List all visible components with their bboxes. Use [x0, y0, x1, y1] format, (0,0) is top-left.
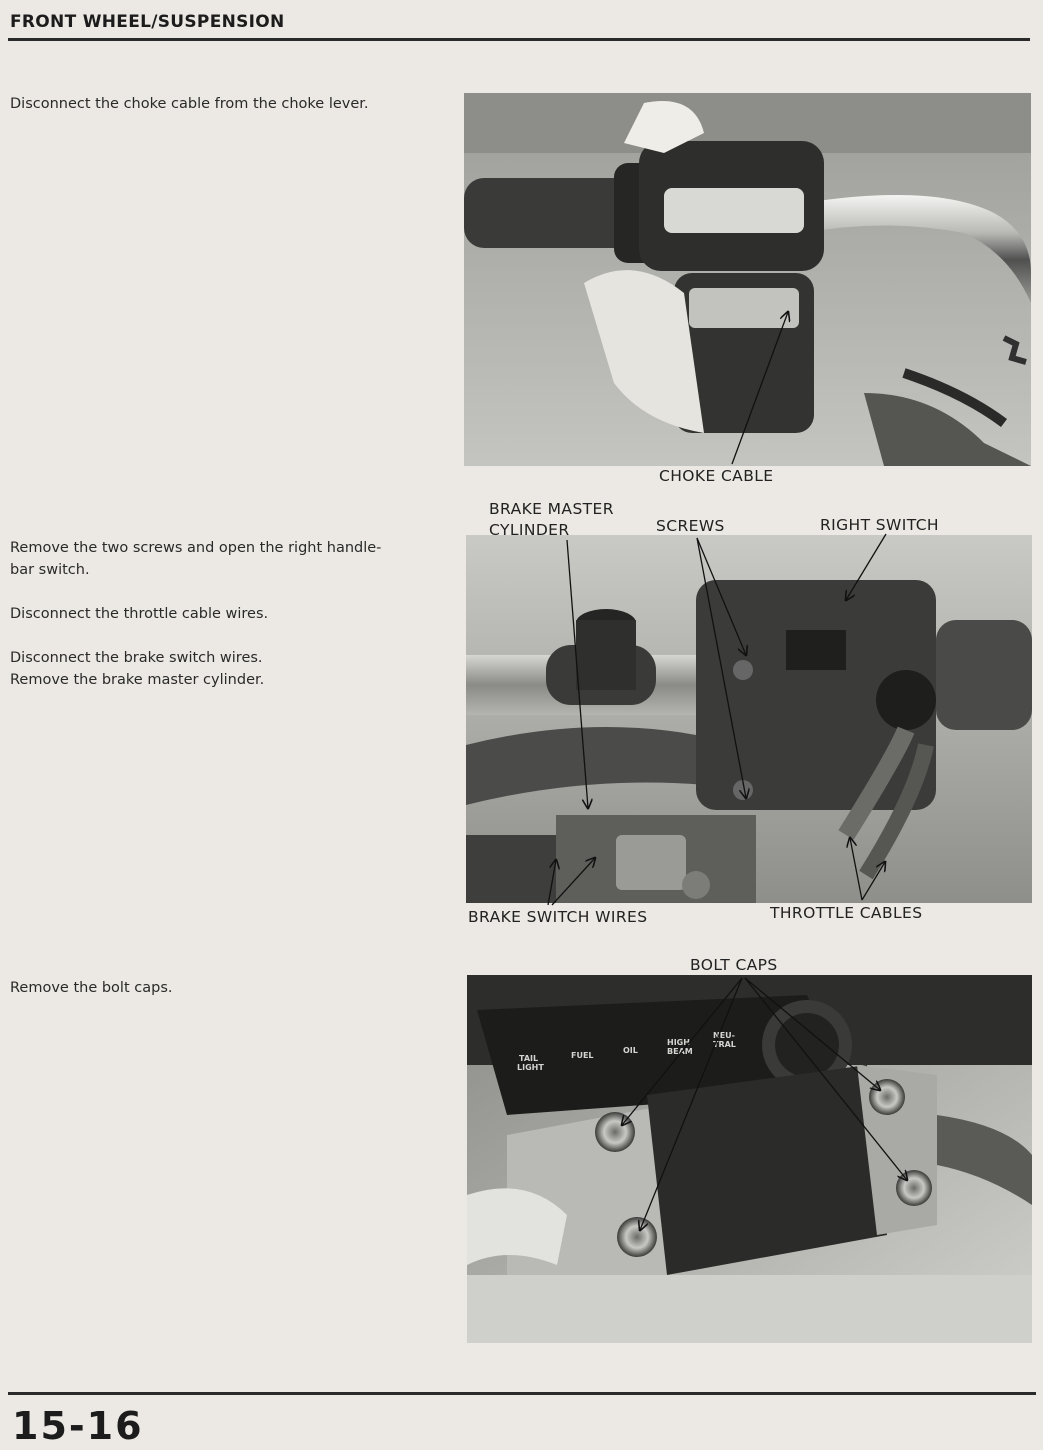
- step-text-line: Disconnect the brake switch wires.: [10, 650, 263, 666]
- indicator-neutral-line1: NEU-: [713, 1031, 735, 1040]
- callout-screws: SCREWS: [656, 517, 725, 535]
- step-text-line: bar switch.: [10, 562, 90, 578]
- indicator-oil: OIL: [623, 1046, 638, 1055]
- callout-brake-master-line2: CYLINDER: [489, 521, 570, 539]
- callout-brake-master-line1: BRAKE MASTER: [489, 500, 614, 518]
- step-text: Remove the bolt caps.: [10, 980, 173, 996]
- footer-rule: [8, 1392, 1036, 1395]
- indicator-high-beam-line1: HIGH: [667, 1038, 690, 1047]
- photo-right-switch: [466, 535, 1032, 903]
- step-disconnect-choke: [10, 93, 450, 115]
- step-open-switch: [10, 537, 450, 581]
- page-number: 15-16: [12, 1404, 144, 1448]
- step-disconnect-throttle: [10, 603, 450, 625]
- indicator-neutral-line2: TRAL: [713, 1040, 736, 1049]
- indicator-high-beam-line2: BEAM: [667, 1047, 693, 1056]
- indicator-tail-light-line1: TAIL: [519, 1054, 539, 1063]
- step-brake: [10, 647, 450, 691]
- indicator-tail-light-line2: LIGHT: [517, 1063, 544, 1072]
- step-text: Disconnect the throttle cable wires.: [10, 606, 269, 622]
- step-text-line: Remove the brake master cylinder.: [10, 672, 265, 688]
- callout-bolt-caps: BOLT CAPS: [690, 956, 778, 974]
- callout-choke-cable: CHOKE CABLE: [659, 467, 774, 485]
- header-rule: [8, 38, 1030, 41]
- step-text-line: Remove the two screws and open the right handle-: [10, 540, 382, 556]
- photo-choke-lever: [464, 93, 1031, 466]
- photo-bolt-caps: [467, 975, 1032, 1343]
- step-remove-bolt-caps: [10, 977, 450, 999]
- section-title: FRONT WHEEL/SUSPENSION: [10, 12, 285, 32]
- callout-throttle-cables: THROTTLE CABLES: [770, 904, 923, 922]
- step-text: Disconnect the choke cable from the choke lever.: [10, 96, 369, 112]
- callout-brake-switch-wires: BRAKE SWITCH WIRES: [468, 908, 648, 926]
- callout-right-switch: RIGHT SWITCH: [820, 516, 939, 534]
- indicator-fuel: FUEL: [571, 1051, 594, 1060]
